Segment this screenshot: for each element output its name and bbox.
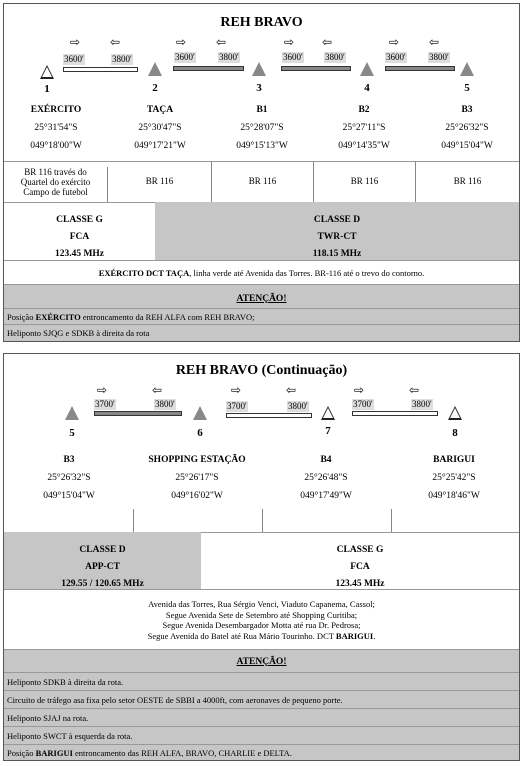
altitude-inbound: 3800' (155, 399, 175, 409)
airspace-unit: FCA (350, 562, 370, 572)
arrow-left-icon: ⇦ (409, 383, 419, 397)
waypoint-lat: 25°26'32"S (47, 473, 91, 483)
divider (4, 690, 519, 691)
route-bar (226, 413, 312, 418)
separator-tick (133, 509, 134, 532)
airspace-class: CLASSE D (313, 215, 361, 225)
divider (4, 260, 519, 261)
arrow-right-icon: ⇨ (284, 35, 294, 49)
waypoint-name: B2 (358, 105, 370, 115)
airspace-unit: FCA (69, 232, 90, 242)
route-description-line: Segue Avenida Sete de Setembro até Shopping Curitiba; (165, 609, 358, 620)
waypoint-info (210, 105, 314, 151)
attention-item (7, 312, 254, 322)
altitude-outbound: 3600' (283, 52, 303, 62)
route-bar (94, 411, 182, 416)
route-cell: BR 116 (453, 176, 482, 186)
waypoint-info (415, 105, 519, 151)
attention-item: Heliponto SWCT à esquerda da rota. (7, 731, 133, 741)
waypoint-lat: 25°30'47"S (138, 123, 182, 133)
route-cell: BR 116 (314, 161, 416, 202)
attention-item (7, 748, 292, 758)
card-title: REH BRAVO (220, 15, 303, 30)
arrow-right-icon: ⇨ (176, 35, 186, 49)
arrow-right-icon: ⇨ (389, 35, 399, 49)
route-bar (352, 411, 438, 416)
waypoint-marker-icon (148, 62, 162, 76)
waypoint-marker-icon (321, 406, 335, 420)
route-description-text: . (373, 630, 376, 641)
altitude-outbound: 3700' (353, 399, 373, 409)
arrow-left-icon: ⇦ (110, 35, 120, 49)
arrow-left-icon: ⇦ (216, 35, 226, 49)
waypoint-number: 6 (197, 427, 203, 439)
waypoint-name: B3 (63, 455, 75, 465)
airspace-class-block (155, 202, 519, 260)
card-title: REH BRAVO (Continuação) (175, 363, 348, 378)
arrow-right-icon: ⇨ (354, 383, 364, 397)
waypoint-info (402, 455, 506, 501)
arrow-left-icon: ⇦ (286, 383, 296, 397)
altitude-inbound: 3800' (288, 401, 308, 411)
attention-bold: EXÉRCITO (35, 312, 81, 322)
altitude-inbound: 3800' (429, 52, 449, 62)
waypoint-lon: 049°15'04"W (441, 141, 493, 151)
waypoint-lon: 049°15'13"W (236, 141, 288, 151)
waypoint-marker-icon (40, 65, 54, 79)
waypoint-name: TAÇA (146, 105, 174, 115)
waypoint-name: B4 (320, 455, 332, 465)
route-bar (173, 66, 244, 71)
airspace-class: CLASSE G (56, 215, 103, 225)
altitude-inbound: 3800' (325, 52, 345, 62)
attention-text: Posição (7, 312, 36, 322)
divider (4, 308, 519, 309)
waypoint-lon: 049°18'46"W (428, 491, 480, 501)
route-description-line: Segue Avenida Desembargador Motta até rua Dr. Pedrosa; (162, 620, 361, 630)
waypoint-marker-icon (448, 406, 462, 420)
waypoint-info (132, 455, 262, 501)
attention-box (4, 284, 519, 341)
attention-box (4, 649, 519, 760)
attention-item: Heliponto SDKB à direita da rota. (7, 677, 124, 687)
arrow-right-icon: ⇨ (70, 35, 80, 49)
waypoint-lat: 25°26'17"S (175, 473, 219, 483)
attention-title: ATENÇÃO! (236, 294, 287, 304)
attention-text: Posição (7, 748, 36, 758)
waypoint-lat: 25°28'07"S (240, 123, 284, 133)
route-description (4, 268, 519, 278)
waypoint-name: B3 (461, 105, 473, 115)
waypoint-lon: 049°14'35"W (338, 141, 390, 151)
waypoint-lat: 25°31'54"S (34, 123, 78, 133)
airspace-class: CLASSE G (336, 545, 384, 555)
waypoint-number: 8 (452, 427, 458, 439)
waypoint-name: BARIGUI (433, 455, 475, 465)
divider (4, 726, 519, 727)
waypoint-lon: 049°18'00"W (30, 141, 82, 151)
airspace-class: CLASSE D (79, 545, 126, 555)
route-cell: BR 116 través do Quartel do exército Campo de futebol (4, 167, 108, 202)
divider (4, 672, 519, 673)
airspace-class-block (201, 532, 519, 589)
waypoint-info (274, 455, 378, 501)
altitude-outbound: 3700' (227, 401, 247, 411)
waypoint-marker-icon (360, 62, 374, 76)
attention-title: ATENÇÃO! (236, 657, 287, 667)
route-cell: BR 116 (108, 161, 212, 202)
airspace-class-block (4, 202, 155, 260)
waypoint-info (312, 105, 416, 151)
route-bar (63, 67, 138, 72)
airspace-unit: APP-CT (85, 562, 120, 572)
airspace-class-block (4, 532, 201, 589)
waypoint-lat: 25°25'42"S (432, 473, 476, 483)
route-description-text: , linha verde até Avenida das Torres. BR-116 até o trevo do contorno. (189, 268, 425, 278)
waypoint-info (108, 105, 212, 151)
waypoint-lon: 049°15'04"W (43, 491, 95, 501)
waypoint-name: SHOPPING ESTAÇÃO (148, 455, 246, 465)
attention-text: entroncamento da REH ALFA com REH BRAVO; (80, 312, 255, 322)
route-card-reh-bravo-continuation (3, 353, 520, 761)
waypoint-name: B1 (256, 105, 268, 115)
waypoint-name: EXÉRCITO (30, 105, 82, 115)
waypoint-number: 3 (256, 82, 262, 94)
arrow-left-icon: ⇦ (322, 35, 332, 49)
altitude-outbound: 3700' (95, 399, 115, 409)
route-description-text: Segue Avenida do Batel até Rua Mário Tourinho. DCT (147, 630, 336, 641)
route-bar (385, 66, 455, 71)
separator-tick (391, 509, 392, 532)
arrow-left-icon: ⇦ (429, 35, 439, 49)
route-description-line: Avenida das Torres, Rua Sérgio Venci, Viaduto Capanema, Cassol; (148, 599, 375, 609)
waypoint-lon: 049°16'02"W (171, 491, 223, 501)
attention-bold: BARIGUI (35, 748, 73, 758)
waypoint-lat: 25°27'11"S (342, 123, 386, 133)
waypoint-lat: 25°26'48"S (304, 473, 348, 483)
waypoint-info (17, 455, 121, 501)
waypoint-marker-icon (460, 62, 474, 76)
arrow-left-icon: ⇦ (152, 383, 162, 397)
route-bar (281, 66, 351, 71)
waypoint-number: 5 (464, 82, 470, 94)
route-row (4, 161, 519, 202)
attention-item: Heliponto SJAJ na rota. (7, 713, 89, 723)
route-description (4, 599, 519, 641)
arrow-right-icon: ⇨ (97, 383, 107, 397)
waypoint-marker-icon (65, 406, 79, 420)
waypoint-number: 1 (44, 83, 50, 95)
waypoint-lon: 049°17'21"W (134, 141, 186, 151)
attention-text: entroncamento das REH ALFA, BRAVO, CHARLIE e DELTA. (72, 748, 292, 758)
route-description-bold: EXÉRCITO DCT TAÇA (98, 268, 190, 278)
route-card-reh-bravo (3, 3, 520, 342)
attention-item: Circuito de tráfego asa fixa pelo setor OESTE de SBBI a 4000ft, com aeronaves de pequeno porte. (7, 695, 343, 705)
altitude-inbound: 3800' (219, 52, 239, 62)
route-description-bold: BARIGUI (335, 630, 374, 641)
waypoint-number: 5 (69, 427, 75, 439)
waypoint-number: 7 (325, 425, 331, 437)
separator-tick (262, 509, 263, 532)
altitude-inbound: 3800' (412, 399, 432, 409)
arrow-right-icon: ⇨ (231, 383, 241, 397)
divider (4, 589, 519, 590)
waypoint-number: 2 (152, 82, 158, 94)
divider (4, 744, 519, 745)
airspace-frequency: 129.55 / 120.65 MHz (61, 579, 144, 589)
waypoint-info (4, 105, 108, 151)
altitude-outbound: 3600' (64, 54, 84, 64)
route-description-line (4, 631, 519, 642)
waypoint-lat: 25°26'32"S (445, 123, 489, 133)
waypoint-number: 4 (364, 82, 370, 94)
airspace-frequency: 118.15 MHz (312, 249, 362, 259)
attention-item: Heliponto SJQG e SDKB à direita da rota (7, 328, 150, 338)
airspace-frequency: 123.45 MHz (335, 579, 385, 589)
divider (4, 324, 519, 325)
route-cell: BR 116 (212, 161, 314, 202)
waypoint-marker-icon (193, 406, 207, 420)
waypoint-lon: 049°17'49"W (300, 491, 352, 501)
divider (4, 708, 519, 709)
altitude-outbound: 3600' (386, 52, 406, 62)
airspace-unit: TWR-CT (317, 232, 357, 242)
altitude-inbound: 3800' (112, 54, 132, 64)
waypoint-marker-icon (252, 62, 266, 76)
altitude-outbound: 3600' (175, 52, 195, 62)
airspace-frequency: 123.45 MHz (54, 249, 105, 259)
